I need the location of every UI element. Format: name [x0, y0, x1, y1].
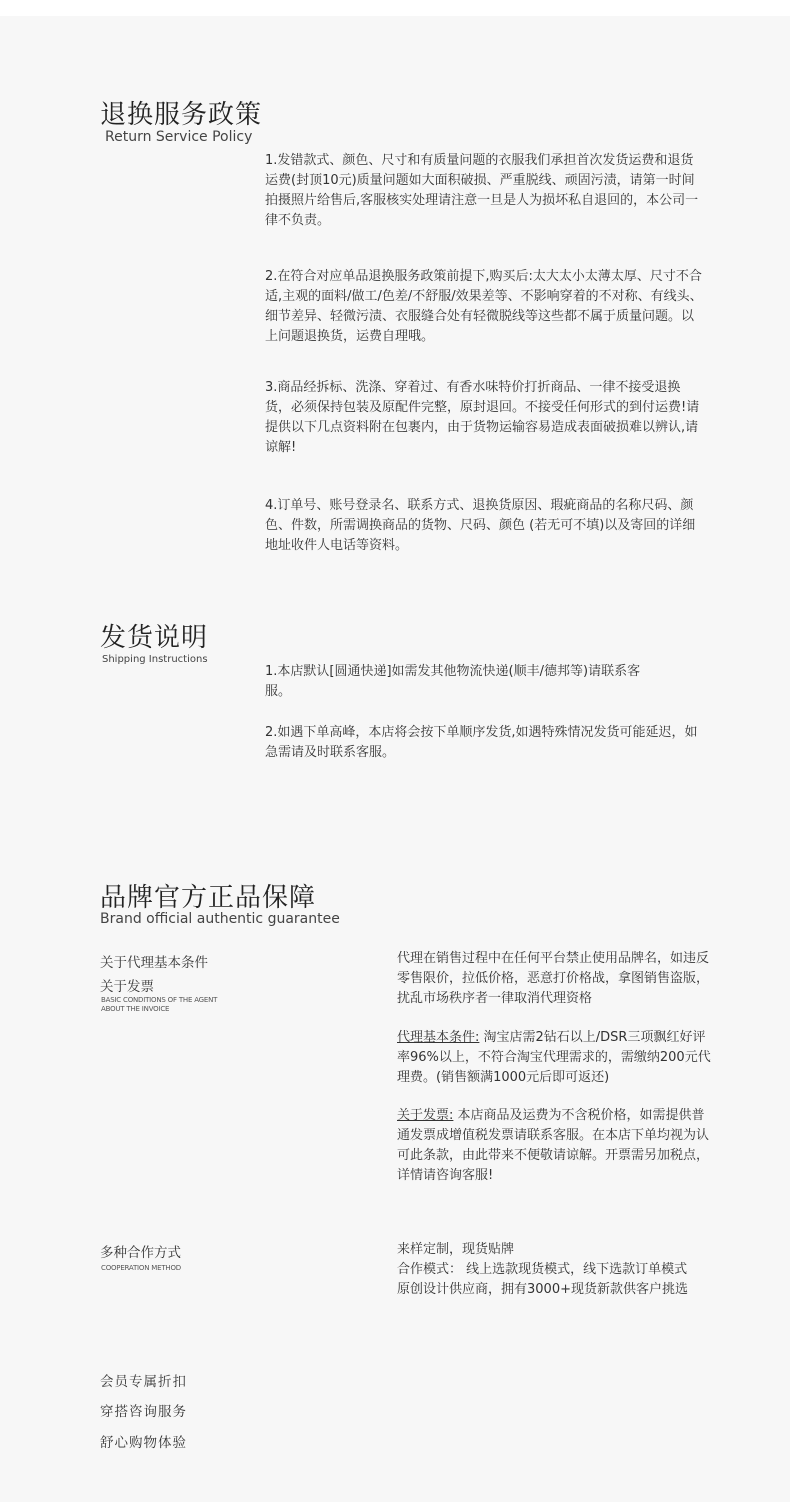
invoice-en: ABOUT THE INVOICE: [101, 1005, 170, 1013]
shipping-title: 发货说明: [100, 623, 209, 653]
agent-conditions-text: 代理基本条件: 淘宝店需2钻石以上/DSR三项飘红好评率96%以上，不符合淘宝代理需求的，需缴纳200元代理费。(销售额满1000元后即可返还): [397, 1030, 711, 1085]
cooperation-line-3: 原创设计供应商，拥有3000+现货新款供客户挑选: [397, 1282, 688, 1297]
return-policy-item-4: 4.订单号、账号登录名、联系方式、退换货原因、瑕疵商品的名称尺码、颜色、件数，所需调换商品的货物、尺码、颜色 (若无可不填)以及寄回的详细地址收件人电话等资料。: [265, 498, 696, 553]
invoice-text: 关于发票: 本店商品及运费为不含税价格，如需提供普通发票成增值税发票请联系客服。在本店下单均视为认可此条款，由此带来不便敬请谅解。开票需另加税点，详情请咨询客服!: [397, 1108, 710, 1183]
return-policy-title: 退换服务政策: [100, 100, 263, 130]
perk-styling-consult: 穿搭咨询服务: [100, 1404, 187, 1420]
return-policy-subtitle: Return Service Policy: [105, 129, 253, 145]
agent-conditions-heading: 代理基本条件:: [397, 1030, 480, 1045]
brand-subtitle: Brand official authentic guarantee: [100, 911, 340, 927]
cooperation-en: COOPERATION METHOD: [101, 1264, 181, 1272]
return-policy-item-1: 1.发错款式、颜色、尺寸和有质量问题的衣服我们承担首次发货运费和退货运费(封顶10元)质量问题如大面积破损、严重脱线、顽固污渍，请第一时间拍摄照片给售后,客服核实处理请注意一旦是人为损坏私自退回的，本公司一律不负责。: [265, 153, 699, 228]
cooperation-label: 多种合作方式: [100, 1245, 181, 1261]
return-policy-item-3: 3.商品经拆标、洗涤、穿着过、有香水味特价打折商品、一律不接受退换货，必须保持包装及原配件完整，原封退回。不接受任何形式的到付运费!请提供以下几点资料附在包裹内，由于货物运输容易造成表面破损难以辨认,请谅解!: [265, 380, 700, 455]
cooperation-line-1: 来样定制，现货贴牌: [397, 1242, 515, 1257]
agent-conditions-en: BASIC CONDITIONS OF THE AGENT: [101, 996, 218, 1004]
shipping-subtitle: Shipping Instructions: [102, 654, 208, 665]
shipping-item-1: 1.本店默认[圆通快递]如需发其他物流快递(顺丰/德邦等)请联系客服。: [265, 664, 641, 699]
invoice-heading: 关于发票:: [397, 1108, 454, 1123]
invoice-label: 关于发票: [100, 979, 154, 995]
cooperation-line-2: 合作模式： 线上选款现货模式，线下选款订单模式: [397, 1262, 688, 1277]
cooperation-details: [397, 1240, 737, 1300]
shipping-item-2: 2.如遇下单高峰，本店将会按下单顺序发货,如遇特殊情况发货可能延迟，如急需请及时联系客服。: [265, 725, 698, 760]
perk-shopping-experience: 舒心购物体验: [100, 1435, 187, 1451]
brand-title: 品牌官方正品保障: [100, 883, 317, 913]
agent-policy-text: 代理在销售过程中在任何平台禁止使用品牌名，如违反零售限价，拉低价格，恶意打价格战，拿图销售盗版，扰乱市场秩序者一律取消代理资格: [397, 951, 710, 1006]
perk-member-discount: 会员专属折扣: [100, 1374, 187, 1390]
return-policy-item-2: 2.在符合对应单品退换服务政策前提下,购买后:太大太小太薄太厚、尺寸不合适,主观的面料/做工/色差/不舒服/效果差等、不影响穿着的不对称、有线头、细节差异、轻微污渍、衣服缝合处有轻微脱线等这些都不属于质量问题。以上问题退换货，运费自理哦。: [265, 269, 703, 344]
agent-conditions-label: 关于代理基本条件: [100, 955, 208, 971]
